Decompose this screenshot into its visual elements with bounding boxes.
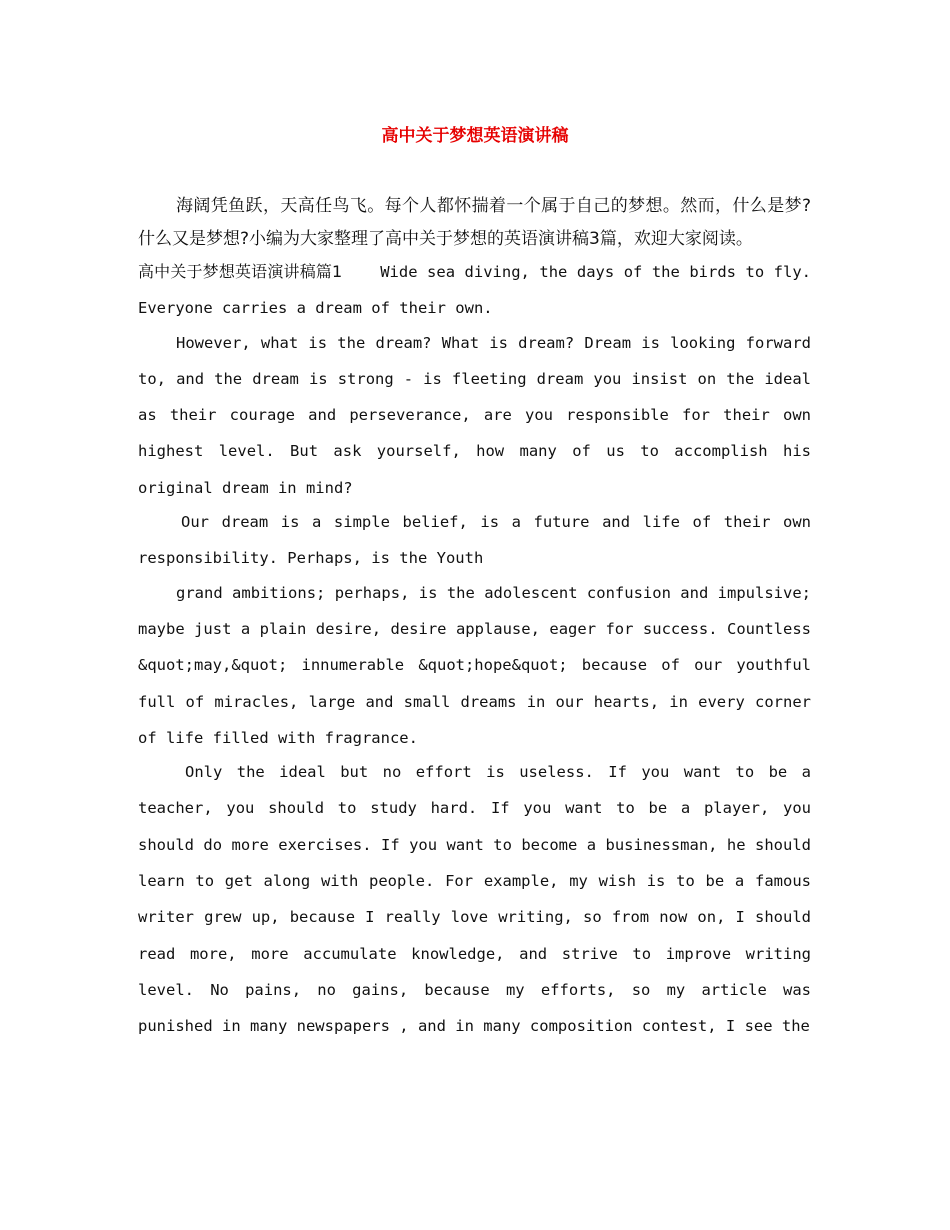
intro-paragraph: 海阔凭鱼跃，天高任鸟飞。每个人都怀揣着一个属于自己的梦想。然而，什么是梦?什么又是梦想?小编为大家整理了高中关于梦想的英语演讲稿3篇，欢迎大家阅读。 [138,196,811,249]
section-heading: 高中关于梦想英语演讲稿篇1 [138,262,343,281]
body-paragraph: Only the ideal but no effort is useless. If you want to be a teacher, you should to study hard. If you want to be a player, you should do more exercises. If you want to become a businessman, he should learn to get along with people. For example, my wish is to be a famous writer grew up, because I really love writing, so from now on, I should read more, more accumulate knowledge, and strive to improve writing level. No pains, no gains, because my efforts, so my article was punished in many newspapers , and in many composition contest, I see the [138,763,811,1036]
body-paragraph: grand ambitions; perhaps, is the adolescent confusion and impulsive; maybe just a plain desire, desire applause, eager for success. Countless &quot;may,&quot; innumerable &quot;hope&quot; because of our youthful full of miracles, large and small dreams in our hearts, in every corner of life filled with fragrance. [138,583,811,747]
body-paragraph: However, what is the dream? What is dream? Dream is looking forward to, and the dream is strong - is fleeting dream you insist on the ideal as their courage and perseverance, are you responsible for their own highest level. But ask yourself, how many of us to accomplish his original dream in mind? [138,333,811,497]
section-first-line: Wide sea diving, the days of the birds to fly. Everyone carries a dream of their own. [138,263,812,318]
section-first-paragraph [138,254,811,327]
document-body [138,190,811,1045]
body-paragraph: Our dream is a simple belief, is a future and life of their own responsibility. Perhaps, is the Youth [138,513,811,568]
document-title: 高中关于梦想英语演讲稿 [381,126,569,146]
